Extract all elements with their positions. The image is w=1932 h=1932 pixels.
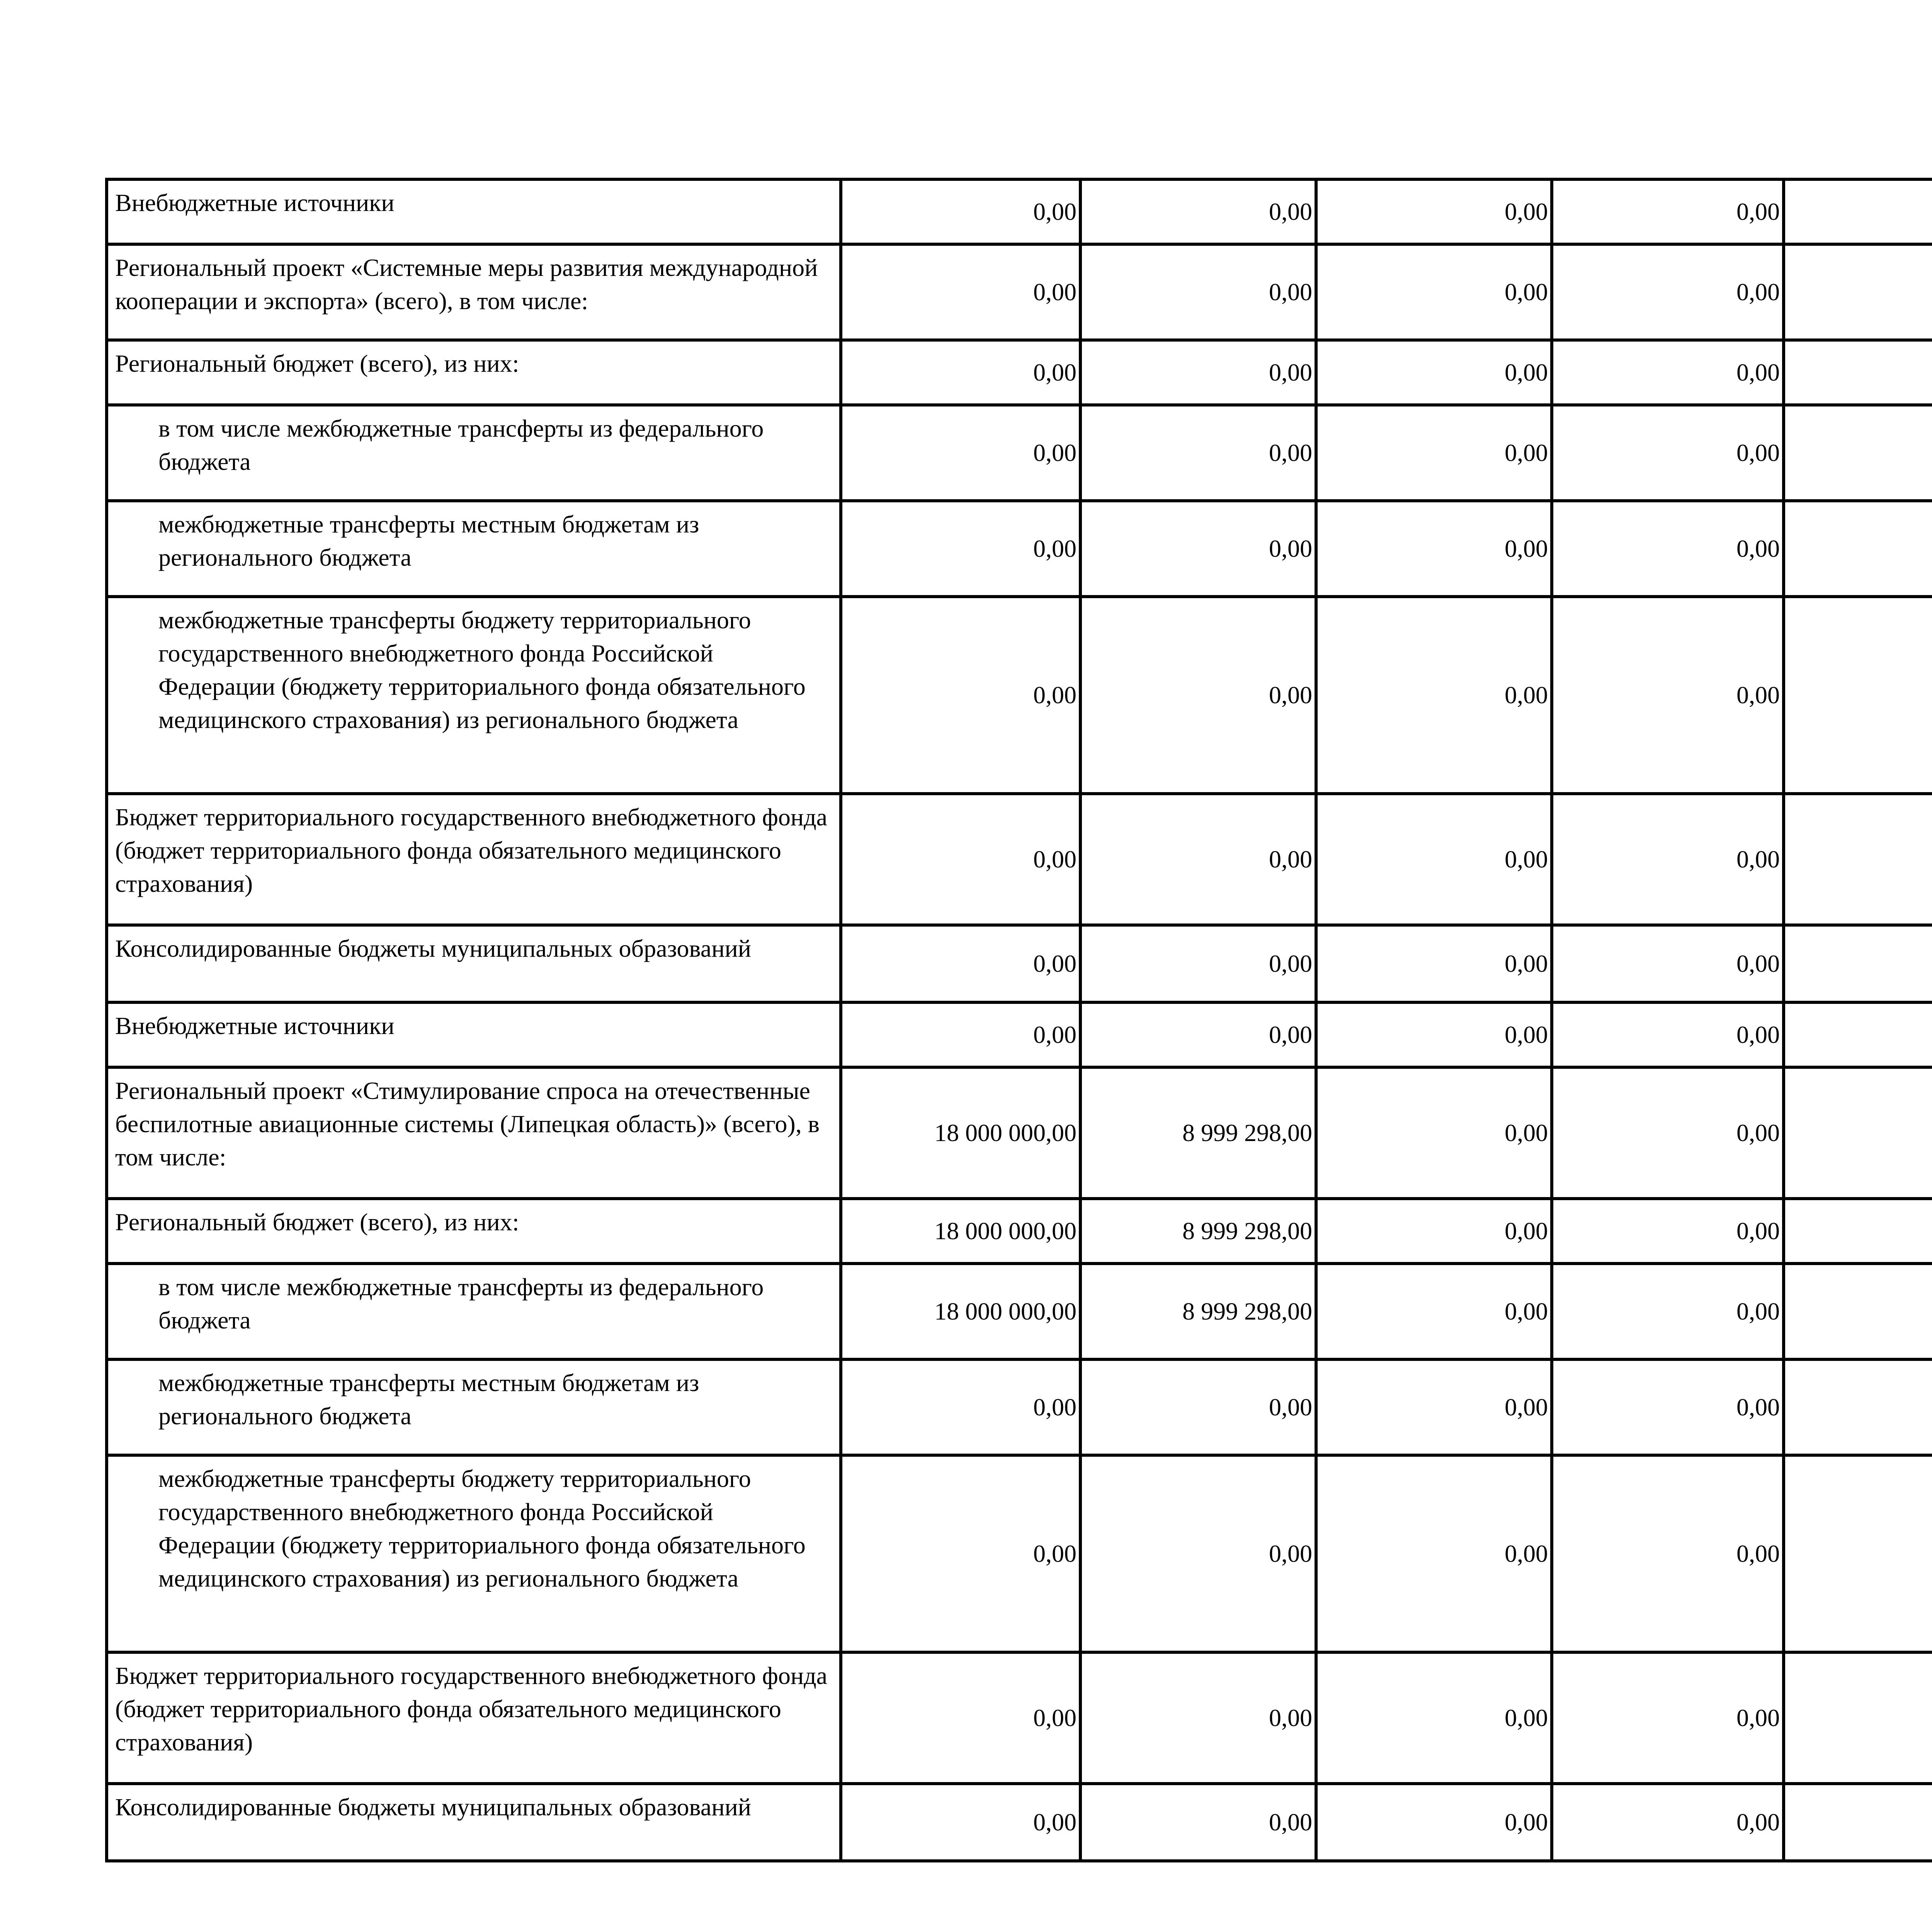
value-cell	[1784, 1455, 1932, 1652]
value-cell: 0,00	[1080, 179, 1316, 244]
value-cell: 0,00	[1316, 1264, 1552, 1359]
value-cell: 0,00	[1552, 405, 1784, 501]
value-cell	[1784, 1067, 1932, 1199]
value-cell	[1784, 340, 1932, 405]
value-cell: 0,00	[841, 597, 1080, 794]
value-cell: 0,00	[841, 925, 1080, 1002]
value-cell: 0,00	[1080, 597, 1316, 794]
table-row	[107, 794, 1932, 925]
value-cell: 0,00	[841, 244, 1080, 340]
value-cell: 0,00	[841, 1359, 1080, 1455]
table-row	[107, 405, 1932, 501]
value-cell: 0,00	[1316, 597, 1552, 794]
value-cell: 0,00	[841, 501, 1080, 597]
row-label: Внебюджетные источники	[107, 1002, 841, 1067]
table-row	[107, 501, 1932, 597]
value-cell: 0,00	[1080, 1652, 1316, 1784]
row-label: межбюджетные трансферты бюджету территориального государственного внебюджетного фонда Российской Федерации (бюджету территориального фонда обязательного медицинского страхования) из регионального бюджета	[107, 597, 841, 794]
table-row	[107, 340, 1932, 405]
value-cell: 0,00	[1552, 1455, 1784, 1652]
value-cell	[1784, 1784, 1932, 1861]
value-cell: 0,00	[1552, 1199, 1784, 1264]
value-cell: 0,00	[1316, 1784, 1552, 1861]
value-cell: 8 999 298,00	[1080, 1264, 1316, 1359]
row-label: Консолидированные бюджеты муниципальных образований	[107, 1784, 841, 1861]
value-cell: 18 000 000,00	[841, 1067, 1080, 1199]
table-row	[107, 597, 1932, 794]
value-cell	[1784, 1359, 1932, 1455]
value-cell: 0,00	[1316, 1199, 1552, 1264]
row-label: Региональный бюджет (всего), из них:	[107, 340, 841, 405]
value-cell: 0,00	[841, 1652, 1080, 1784]
table-row	[107, 179, 1932, 244]
value-cell: 0,00	[1316, 1067, 1552, 1199]
value-cell	[1784, 925, 1932, 1002]
value-cell: 0,00	[1552, 1652, 1784, 1784]
value-cell: 0,00	[1552, 794, 1784, 925]
table-row	[107, 925, 1932, 1002]
table-row	[107, 1002, 1932, 1067]
value-cell	[1784, 179, 1932, 244]
value-cell	[1784, 501, 1932, 597]
value-cell	[1784, 794, 1932, 925]
value-cell	[1784, 1652, 1932, 1784]
value-cell: 8 999 298,00	[1080, 1067, 1316, 1199]
row-label: Консолидированные бюджеты муниципальных образований	[107, 925, 841, 1002]
value-cell: 0,00	[1316, 244, 1552, 340]
value-cell	[1784, 1199, 1932, 1264]
table-row	[107, 1784, 1932, 1861]
value-cell: 18 000 000,00	[841, 1264, 1080, 1359]
value-cell: 0,00	[1316, 1652, 1552, 1784]
value-cell: 0,00	[1552, 501, 1784, 597]
row-label: Региональный бюджет (всего), из них:	[107, 1199, 841, 1264]
table-row	[107, 1652, 1932, 1784]
value-cell: 0,00	[1552, 597, 1784, 794]
value-cell: 0,00	[1316, 925, 1552, 1002]
row-label: Региональный проект «Стимулирование спроса на отечественные беспилотные авиационные системы (Липецкая область)» (всего), в том числе:	[107, 1067, 841, 1199]
value-cell: 8 999 298,00	[1080, 1199, 1316, 1264]
row-label: межбюджетные трансферты бюджету территориального государственного внебюджетного фонда Российской Федерации (бюджету территориального фонда обязательного медицинского страхования) из регионального бюджета	[107, 1455, 841, 1652]
table-row	[107, 1067, 1932, 1199]
value-cell: 0,00	[1552, 1784, 1784, 1861]
value-cell: 0,00	[1552, 340, 1784, 405]
value-cell	[1784, 244, 1932, 340]
value-cell: 0,00	[1316, 1002, 1552, 1067]
value-cell: 0,00	[1552, 244, 1784, 340]
value-cell: 0,00	[1080, 794, 1316, 925]
value-cell	[1784, 1264, 1932, 1359]
value-cell: 0,00	[841, 405, 1080, 501]
value-cell: 0,00	[1316, 1359, 1552, 1455]
value-cell: 0,00	[1080, 405, 1316, 501]
value-cell: 0,00	[1080, 1359, 1316, 1455]
value-cell: 0,00	[1316, 179, 1552, 244]
row-label: в том числе межбюджетные трансферты из федерального бюджета	[107, 405, 841, 501]
value-cell: 0,00	[1080, 1784, 1316, 1861]
value-cell: 0,00	[1080, 340, 1316, 405]
value-cell	[1784, 597, 1932, 794]
row-label: межбюджетные трансферты местным бюджетам из регионального бюджета	[107, 1359, 841, 1455]
value-cell: 0,00	[841, 1784, 1080, 1861]
row-label: Бюджет территориального государственного внебюджетного фонда (бюджет территориального фонда обязательного медицинского страхования)	[107, 1652, 841, 1784]
value-cell: 0,00	[841, 340, 1080, 405]
row-label: в том числе межбюджетные трансферты из федерального бюджета	[107, 1264, 841, 1359]
value-cell: 0,00	[1316, 1455, 1552, 1652]
value-cell: 0,00	[1316, 794, 1552, 925]
value-cell: 0,00	[1316, 405, 1552, 501]
table-row	[107, 1264, 1932, 1359]
value-cell: 0,00	[841, 1455, 1080, 1652]
row-label: Бюджет территориального государственного внебюджетного фонда (бюджет территориального фонда обязательного медицинского страхования)	[107, 794, 841, 925]
value-cell: 0,00	[1316, 501, 1552, 597]
value-cell: 0,00	[1552, 179, 1784, 244]
value-cell: 0,00	[1552, 1067, 1784, 1199]
value-cell	[1784, 405, 1932, 501]
value-cell: 0,00	[1080, 925, 1316, 1002]
value-cell: 0,00	[1080, 244, 1316, 340]
value-cell: 0,00	[1080, 1455, 1316, 1652]
value-cell: 18 000 000,00	[841, 1199, 1080, 1264]
table-row	[107, 1359, 1932, 1455]
value-cell: 0,00	[1080, 501, 1316, 597]
value-cell: 0,00	[1552, 925, 1784, 1002]
table-row	[107, 1455, 1932, 1652]
budget-table-body	[107, 179, 1932, 1861]
value-cell: 0,00	[1080, 1002, 1316, 1067]
value-cell: 0,00	[1552, 1359, 1784, 1455]
row-label: Внебюджетные источники	[107, 179, 841, 244]
value-cell: 0,00	[1552, 1264, 1784, 1359]
table-row	[107, 244, 1932, 340]
table-row	[107, 1199, 1932, 1264]
row-label: Региональный проект «Системные меры развития международной кооперации и экспорта» (всего), в том числе:	[107, 244, 841, 340]
value-cell: 0,00	[841, 179, 1080, 244]
value-cell: 0,00	[841, 1002, 1080, 1067]
value-cell: 0,00	[1316, 340, 1552, 405]
value-cell: 0,00	[841, 794, 1080, 925]
value-cell	[1784, 1002, 1932, 1067]
budget-table	[105, 178, 1932, 1862]
value-cell: 0,00	[1552, 1002, 1784, 1067]
row-label: межбюджетные трансферты местным бюджетам из регионального бюджета	[107, 501, 841, 597]
